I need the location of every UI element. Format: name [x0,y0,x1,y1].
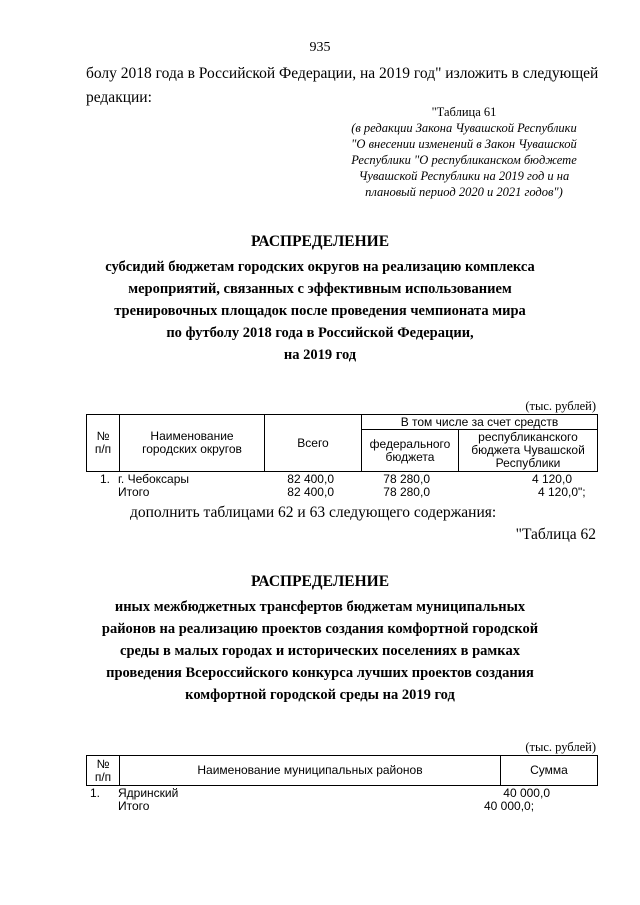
note-line: плановый период 2020 и 2021 годов") [365,185,563,199]
subtitle-line: проведения Всероссийского конкурса лучших проектов создания [106,665,534,681]
table61-note [334,104,594,200]
row-federal: 78 280,0 [383,472,430,486]
row-name: Итого [118,485,150,499]
subtitle-line: субсидий бюджетам городских округов на реализацию комплекса [105,259,535,275]
col-total-header: Всего [265,415,362,472]
table61-header [86,414,598,472]
table61-subtitle [100,256,540,366]
subtitle-line: районов на реализацию проектов создания комфортной городской [101,621,539,637]
row-federal: 78 280,0 [383,485,430,499]
table-row [86,486,598,499]
row-sum: 40 000,0; [484,799,535,813]
row-name: Ядринский [118,786,179,800]
col-name-header: Наименование муниципальных районов [120,756,501,786]
table61-label: "Таблица 61 [431,105,497,119]
intro-line: редакции: [86,89,152,106]
supplement-line: дополнить таблицами 62 и 63 следующего содержания: [130,504,497,521]
subtitle-line: тренировочных площадок после проведения чемпионата мира [114,303,526,319]
row-num: 1. [90,786,101,800]
intro-paragraph [86,62,606,110]
table61-heading: РАСПРЕДЕЛЕНИЕ [250,233,390,250]
col-num-header: № п/п [87,756,120,786]
page-number: 935 [309,40,331,55]
table61-unit: (тыс. рублей) [525,399,596,413]
subtitle-line: среды в малых городах и исторических поселениях в рамках [120,643,520,659]
note-line: "О внесении изменений в Закон Чувашской [351,137,577,151]
row-republic: 4 120,0 [531,472,572,486]
row-sum: 40 000,0 [503,786,550,800]
table62-body [86,787,598,813]
subtitle-line: иных межбюджетных трансфертов бюджетам муниципальных [114,599,526,615]
table-row [86,473,598,486]
col-name-header: Наименование городских округов [120,415,265,472]
row-republic: 4 120,0"; [538,485,586,499]
subtitle-line: по футболу 2018 года в Российской Федерации, [166,325,474,341]
row-total: 82 400,0 [287,485,334,499]
table61-body [86,473,598,499]
col-federal-header: федерального бюджета [362,430,459,472]
intro-line: болу 2018 года в Российской Федерации, на 2019 год" изложить в следующей [86,65,599,82]
subtitle-line: на 2019 год [283,347,357,363]
note-line: Чувашской Республики на 2019 год и на [358,169,570,183]
note-line: Республики "О республиканском бюджете [351,153,577,167]
table62-header [86,755,598,786]
table62-subtitle [80,596,560,706]
col-group-header: В том числе за счет средств [362,415,598,430]
table62-label: "Таблица 62 [515,526,596,543]
row-name: Итого [118,799,150,813]
row-name: г. Чебоксары [118,472,190,486]
row-total: 82 400,0 [287,472,334,486]
col-sum-header: Сумма [501,756,598,786]
note-line: (в редакции Закона Чувашской Республики [351,121,577,135]
table62-heading: РАСПРЕДЕЛЕНИЕ [250,573,390,590]
table-row [86,800,598,813]
subtitle-line: мероприятий, связанных с эффективным использованием [128,281,512,297]
col-num-header: № п/п [87,415,120,472]
col-republic-header: республиканского бюджета Чувашской Республики [459,430,598,472]
subtitle-line: комфортной городской среды на 2019 год [185,687,455,703]
row-num: 1. [100,472,111,486]
table62-unit: (тыс. рублей) [525,740,596,754]
